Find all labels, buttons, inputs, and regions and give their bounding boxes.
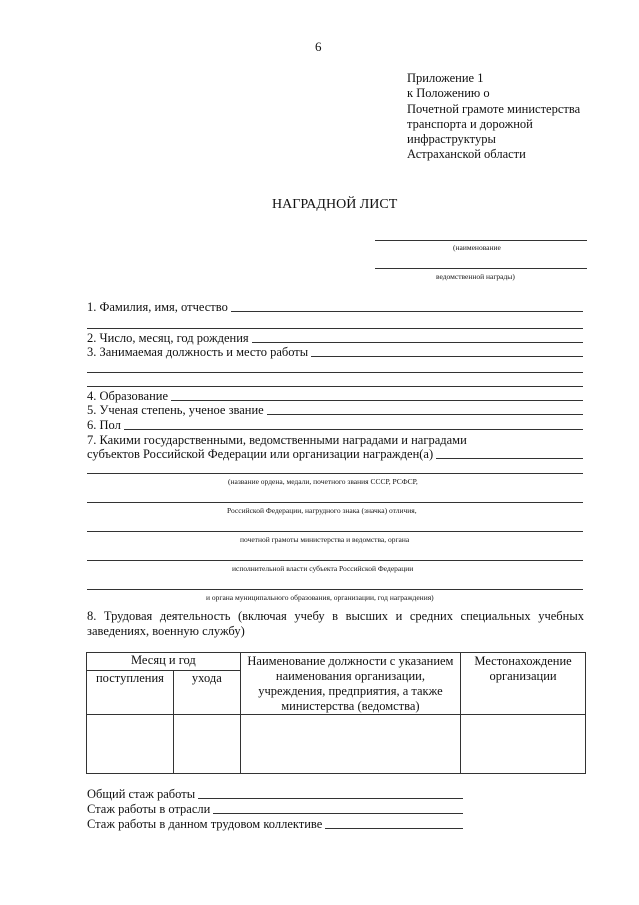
birth-date-label: 2. Число, месяц, год рождения xyxy=(87,331,249,345)
position-line-2[interactable] xyxy=(87,372,583,373)
position-line-3[interactable] xyxy=(87,386,583,387)
birth-date-field[interactable] xyxy=(87,331,583,346)
appendix-block xyxy=(407,71,580,163)
awards-caption: Российской Федерации, нагрудного знака (значка) отличия, xyxy=(227,506,417,515)
position-label: 3. Занимаемая должность и место работы xyxy=(87,345,309,359)
awards-label-2: субъектов Российской Федерации или организации награжден(а) xyxy=(87,447,434,461)
degree-field[interactable] xyxy=(87,403,583,418)
location-header xyxy=(461,653,586,715)
location-header-line: Местонахождение xyxy=(474,654,572,668)
awards-line[interactable] xyxy=(87,473,583,474)
awards-label-1: 7. Какими государственными, ведомственными наградами и наградами xyxy=(87,433,467,447)
appendix-line: инфраструктуры xyxy=(407,132,496,147)
awards-line[interactable] xyxy=(87,560,583,561)
work-history-table xyxy=(86,652,586,774)
appendix-line: Приложение 1 xyxy=(407,71,484,85)
education-field[interactable] xyxy=(87,389,583,404)
collective-experience-label: Стаж работы в данном трудовом коллективе xyxy=(87,817,323,831)
awards-line[interactable] xyxy=(87,531,583,532)
work-history-heading: 8. Трудовая деятельность (включая учебу в высших и средних специальных учебных xyxy=(87,609,584,623)
document-title: НАГРАДНОЙ ЛИСТ xyxy=(272,197,398,212)
awards-caption: исполнительной власти субъекта Российской Федерации xyxy=(232,564,414,573)
work-history-heading-2: заведениях, военную службу) xyxy=(87,624,245,638)
appendix-line: транспорта и дорожной xyxy=(407,116,533,131)
gender-label: 6. Пол xyxy=(87,418,121,432)
award-caption-1: (наименование xyxy=(453,243,501,252)
page-number: 6 xyxy=(315,39,322,54)
full-name-label: 1. Фамилия, имя, отчество xyxy=(87,300,228,314)
industry-experience-field[interactable] xyxy=(87,802,463,817)
position-cell[interactable] xyxy=(240,715,460,774)
awards-line[interactable] xyxy=(87,589,583,590)
gender-field[interactable] xyxy=(87,418,583,433)
total-experience-field[interactable] xyxy=(87,787,463,802)
education-label: 4. Образование xyxy=(87,389,169,403)
appendix-line: Почетной грамоте министерства xyxy=(407,101,581,116)
admission-cell[interactable] xyxy=(87,715,174,774)
awards-field[interactable] xyxy=(87,447,583,462)
location-cell[interactable] xyxy=(461,715,586,774)
full-name-field[interactable] xyxy=(87,300,583,315)
position-header-line: наименования организации, xyxy=(275,669,425,683)
award-name-line-2[interactable] xyxy=(375,268,587,269)
location-header-line: организации xyxy=(489,669,557,683)
position-field[interactable] xyxy=(87,345,583,360)
award-name-line[interactable] xyxy=(375,240,587,241)
industry-experience-label: Стаж работы в отрасли xyxy=(87,802,211,816)
position-header-line: учреждения, предприятия, а также xyxy=(258,684,443,698)
leaving-cell[interactable] xyxy=(173,715,240,774)
degree-label: 5. Ученая степень, ученое звание xyxy=(87,403,264,417)
awards-caption: почетной грамоты министерства и ведомства, органа xyxy=(240,535,410,544)
position-header-line: министерства (ведомства) xyxy=(281,699,420,713)
admission-header: поступления xyxy=(87,670,174,714)
collective-experience-field[interactable] xyxy=(87,817,463,832)
awards-caption: (название ордена, медали, почетного звания СССР, РСФСР, xyxy=(228,477,418,486)
total-experience-label: Общий стаж работы xyxy=(87,787,196,801)
appendix-line: Астраханской области xyxy=(407,147,526,162)
full-name-line-2[interactable] xyxy=(87,328,583,329)
position-header-line: Наименование должности с указанием xyxy=(247,654,454,668)
leaving-header: ухода xyxy=(173,670,240,714)
month-year-header: Месяц и год xyxy=(87,653,241,671)
position-header xyxy=(240,653,460,715)
award-caption-2: ведомственной награды) xyxy=(436,272,515,281)
awards-line[interactable] xyxy=(87,502,583,503)
appendix-line: к Положению о xyxy=(407,86,490,101)
awards-caption: и органа муниципального образования, организации, год награждения) xyxy=(206,593,434,602)
